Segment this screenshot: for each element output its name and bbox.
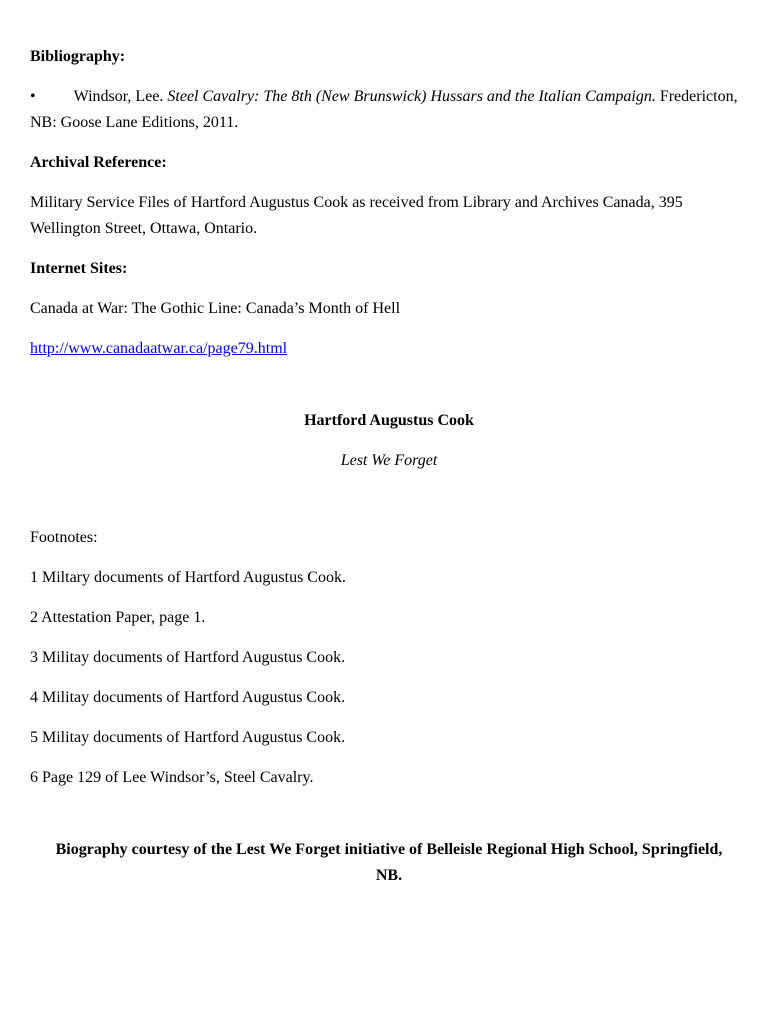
credit-line: Biography courtesy of the Lest We Forget initiative of Belleisle Regional High School, Springfield, NB. bbox=[55, 841, 723, 884]
bibliography-entry-author: Windsor, Lee. bbox=[73, 88, 168, 105]
bibliography-entry-publisher: Fredericton, NB: Goose Lane Editions, 2011. bbox=[30, 88, 738, 131]
footnote-item: 2 Attestation Paper, page 1. bbox=[30, 609, 206, 626]
bibliography-entry bbox=[30, 84, 748, 136]
spacer bbox=[30, 488, 748, 525]
footnote-item: 1 Miltary documents of Hartford Augustus Cook. bbox=[30, 569, 346, 586]
bullet-icon: • bbox=[30, 88, 36, 105]
bibliography-heading: Bibliography: bbox=[30, 48, 126, 65]
document-subtitle: Lest We Forget bbox=[340, 452, 438, 469]
spacer bbox=[30, 376, 748, 408]
internet-sites-heading: Internet Sites: bbox=[30, 260, 128, 277]
canadaatwar-link[interactable]: http://www.canadaatwar.ca/page79.html bbox=[30, 340, 288, 357]
footnote-item: 5 Militay documents of Hartford Augustus Cook. bbox=[30, 729, 346, 746]
footnote-item: 3 Militay documents of Hartford Augustus Cook. bbox=[30, 649, 346, 666]
internet-site-link-line bbox=[30, 336, 748, 362]
footnotes-heading: Footnotes: bbox=[30, 529, 98, 546]
footnote-item: 6 Page 129 of Lee Windsor’s, Steel Cavalry. bbox=[30, 769, 314, 786]
archival-reference-body: Military Service Files of Hartford Augustus Cook as received from Library and Archives Canada, 395 Wellington Street, Ottawa, Ontario. bbox=[30, 194, 683, 237]
document-title: Hartford Augustus Cook bbox=[304, 412, 474, 429]
bibliography-entry-title: Steel Cavalry: The 8th (New Brunswick) Hussars and the Italian Campaign. bbox=[167, 88, 656, 105]
spacer bbox=[30, 805, 748, 837]
internet-site-title: Canada at War: The Gothic Line: Canada’s Month of Hell bbox=[30, 300, 401, 317]
footnote-item: 4 Militay documents of Hartford Augustus Cook. bbox=[30, 689, 346, 706]
archival-reference-heading: Archival Reference: bbox=[30, 154, 167, 171]
